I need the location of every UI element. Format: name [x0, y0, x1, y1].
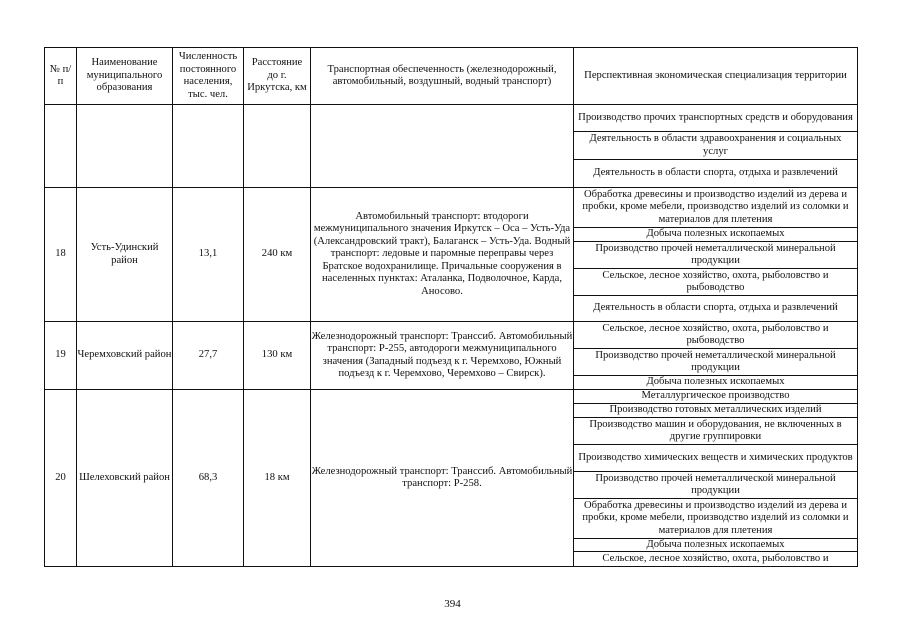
specialization-item: Производство готовых металлических изделий [574, 404, 857, 418]
cell-specialization [574, 188, 858, 322]
cell-num [45, 105, 77, 188]
specialization-item: Добыча полезных ископаемых [646, 376, 785, 388]
table-row [45, 105, 858, 188]
cell-num: 20 [45, 390, 77, 567]
cell-specialization [574, 105, 858, 188]
specialization-item: Металлургическое производство [574, 390, 857, 404]
header-num: № п/п [45, 48, 77, 105]
cell-distance: 18 км [244, 390, 311, 567]
specialization-item: Производство прочей неметаллической минеральной продукции [574, 242, 857, 269]
cell-transport: Железнодорожный транспорт: Транссиб. Автомобильный транспорт: Р-258. [311, 390, 574, 567]
specialization-item: Деятельность в области спорта, отдыха и развлечений [593, 302, 838, 314]
specialization-item: Сельское, лесное хозяйство, охота, рыболовство и [602, 552, 829, 564]
table-row [45, 322, 858, 390]
header-transport: Транспортная обеспеченность (железнодорожный, автомобильный, воздушный, водный транспорт) [311, 48, 574, 105]
specialization-item: Обработка древесины и производство изделий из дерева и пробки, кроме мебели, производство изделий из соломки и материалов для плетения [574, 188, 857, 228]
cell-specialization [574, 322, 858, 390]
specialization-item: Производство прочей неметаллической минеральной продукции [574, 472, 857, 499]
cell-distance: 240 км [244, 188, 311, 322]
cell-distance [244, 105, 311, 188]
specialization-item: Производство прочих транспортных средств и оборудования [574, 105, 857, 132]
cell-transport [311, 105, 574, 188]
page-number: 394 [444, 598, 461, 610]
header-name: Наименование муниципального образования [77, 48, 173, 105]
specialization-item: Сельское, лесное хозяйство, охота, рыболовство и рыбоводство [574, 322, 857, 349]
cell-transport: Автомобильный транспорт: втодороги межмуниципального значения Иркутск – Оса – Усть-Уда (Александровский тракт), Балаганск – Усть-Уда. Водный транспорт: ледовые и паромные переправы через Братское водохранилище. Причальные сооружения в населенных пунктах: Аталанка, Подволочное, Карда, Аносово. [311, 188, 574, 322]
cell-population: 68,3 [173, 390, 244, 567]
header-specialization: Перспективная экономическая специализация территории [574, 48, 858, 105]
cell-population [173, 105, 244, 188]
cell-population: 13,1 [173, 188, 244, 322]
table-header-row [45, 48, 858, 105]
table-row [45, 390, 858, 567]
header-distance: Расстояние до г. Иркутска, км [244, 48, 311, 105]
header-population: Численность постоянного населения, тыс. чел. [173, 48, 244, 105]
specialization-item: Добыча полезных ископаемых [574, 228, 857, 242]
specialization-item: Производство машин и оборудования, не включенных в другие группировки [574, 418, 857, 445]
cell-name: Черемховский район [77, 322, 173, 390]
cell-num: 19 [45, 322, 77, 390]
cell-transport: Железнодорожный транспорт: Транссиб. Автомобильный транспорт: Р-255, автодороги межмуниципального значения (Западный подъезд к г. Черемхово, Южный подъезд к г. Черемхово, Черемхово – Свирск). [311, 322, 574, 390]
specialization-item: Производство прочей неметаллической минеральной продукции [574, 349, 857, 376]
cell-distance: 130 км [244, 322, 311, 390]
specialization-item: Добыча полезных ископаемых [574, 539, 857, 552]
cell-num: 18 [45, 188, 77, 322]
specialization-item: Деятельность в области спорта, отдыха и развлечений [593, 167, 838, 179]
cell-name: Усть-Удинский район [77, 188, 173, 322]
cell-specialization [574, 390, 858, 567]
specialization-item: Производство химических веществ и химических продуктов [574, 445, 857, 472]
cell-population: 27,7 [173, 322, 244, 390]
table-row [45, 188, 858, 322]
specialization-item: Обработка древесины и производство изделий из дерева и пробки, кроме мебели, производство изделий из соломки и материалов для плетения [574, 499, 857, 539]
cell-name [77, 105, 173, 188]
specialization-item: Деятельность в области здравоохранения и социальных услуг [574, 132, 857, 160]
specialization-item: Сельское, лесное хозяйство, охота, рыболовство и рыбоводство [574, 269, 857, 296]
cell-name: Шелеховский район [77, 390, 173, 567]
municipal-specialization-table [44, 47, 858, 567]
